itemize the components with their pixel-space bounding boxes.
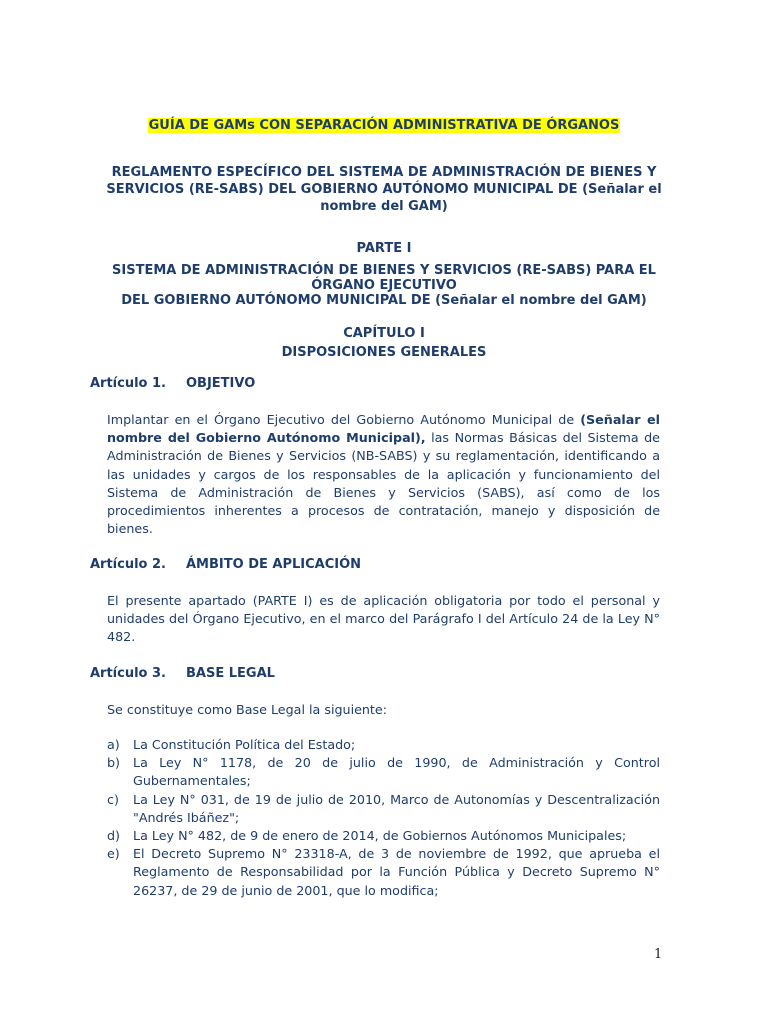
articulo-1-text-part-1: Implantar en el Órgano Ejecutivo del Gobierno Autónomo Municipal de	[107, 412, 581, 427]
list-item-marker: d)	[107, 828, 121, 844]
articulo-2-text: El presente apartado (PARTE I) es de aplicación obligatoria por todo el personal y unidades del Órgano Ejecutivo, en el marco del Parágrafo I del Artículo 24 de la Ley N° 482.	[107, 593, 660, 645]
reglamento-title	[0, 164, 768, 215]
articulo-3-number: Artículo 3.	[90, 666, 167, 681]
capitulo-subheading: DISPOSICIONES GENERALES	[281, 345, 487, 360]
page-number: 1	[654, 947, 663, 962]
parte-heading: PARTE I	[356, 241, 412, 256]
parte-title-line-1: SISTEMA DE ADMINISTRACIÓN DE BIENES Y SERVICIOS (RE-SABS) PARA EL	[112, 263, 656, 278]
list-item	[107, 736, 660, 754]
list-item	[107, 845, 660, 900]
list-item-marker: e)	[107, 846, 120, 862]
articulo-3-intro: Se constituye como Base Legal la siguiente:	[107, 702, 387, 717]
list-item-text: La Constitución Política del Estado;	[133, 737, 356, 752]
list-item-marker: c)	[107, 791, 119, 807]
articulo-3-heading	[90, 666, 275, 681]
base-legal-list	[107, 736, 660, 900]
guide-title	[0, 117, 768, 134]
list-item-text: La Ley N° 482, de 9 de enero de 2014, de Gobiernos Autónomos Municipales;	[133, 828, 627, 844]
articulo-2-number: Artículo 2.	[90, 557, 167, 572]
reglamento-title-line-1: REGLAMENTO ESPECÍFICO DEL SISTEMA DE ADMINISTRACIÓN DE BIENES Y	[111, 165, 657, 180]
capitulo-heading: CAPÍTULO I	[343, 326, 425, 341]
guide-title-text: GUÍA DE GAMs CON SEPARACIÓN ADMINISTRATIVA DE ÓRGANOS	[148, 118, 620, 133]
articulo-1-text-bold: (Señalar el nombre del Gobierno Autónomo Municipal),	[107, 412, 660, 446]
articulo-1-text-part-2: las Normas Básicas del Sistema de Administración de Bienes y Servicios (NB-SABS) y su reglamentación, identificando a las unidades y cargos de los responsables de la aplicación y funcionamiento del Sistema de Administración de Bienes y Servicios (SABS), así como de los procedimientos inherentes a procesos de contratación, manejo y disposición de bienes.	[107, 430, 660, 537]
reglamento-title-line-3: nombre del GAM)	[320, 199, 448, 214]
articulo-1-heading	[90, 376, 255, 391]
articulo-1-text	[107, 411, 660, 538]
articulo-1-number: Artículo 1.	[90, 376, 167, 391]
parte-title-line-3: DEL GOBIERNO AUTÓNOMO MUNICIPAL DE (Señalar el nombre del GAM)	[121, 293, 647, 308]
articulo-2-heading	[90, 557, 361, 572]
parte-title	[0, 263, 768, 308]
articulo-1-title: OBJETIVO	[186, 376, 256, 391]
list-item-text: El Decreto Supremo N° 23318-A, de 3 de noviembre de 1992, que aprueba el Reglamento de Responsabilidad por la Función Pública y Decreto Supremo N° 26237, de 29 de junio de 2001, que lo modifica;	[133, 846, 660, 898]
list-item-text: La Ley N° 031, de 19 de julio de 2010, Marco de Autonomías y Descentralización "Andrés Ibáñez";	[133, 791, 660, 825]
list-item-marker: a)	[107, 737, 120, 752]
articulo-2-title: ÁMBITO DE APLICACIÓN	[186, 557, 362, 572]
list-item	[107, 827, 660, 845]
list-item-marker: b)	[107, 755, 121, 771]
list-item	[107, 791, 660, 827]
reglamento-title-line-2: SERVICIOS (RE-SABS) DEL GOBIERNO AUTÓNOMO MUNICIPAL DE (Señalar el	[106, 182, 662, 197]
parte-title-line-2: ÓRGANO EJECUTIVO	[311, 278, 457, 293]
articulo-3-title: BASE LEGAL	[186, 666, 275, 681]
list-item-text: La Ley N° 1178, de 20 de julio de 1990, de Administración y Control Gubernamentales;	[133, 755, 660, 789]
list-item	[107, 754, 660, 790]
